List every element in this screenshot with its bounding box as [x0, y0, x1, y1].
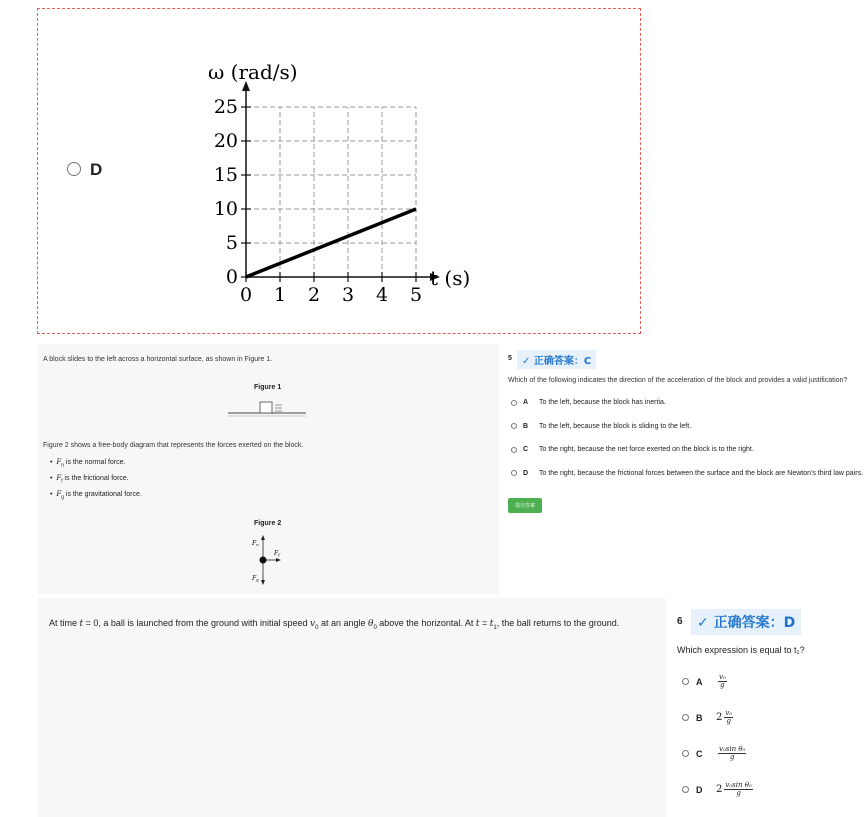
q6-question-panel: [666, 598, 868, 817]
radio-button[interactable]: [511, 447, 517, 453]
q6-stimulus-panel: [38, 598, 666, 817]
option-letter: B: [696, 712, 703, 723]
option-d-card[interactable]: [37, 8, 641, 334]
y-tick-label: 5: [225, 232, 238, 254]
q5-intro: A block slides to the left across a horizontal surface, as shown in Figure 1.: [43, 356, 273, 363]
option-text: To the left, because the block has inertia.: [539, 399, 666, 406]
option-letter: C: [696, 748, 703, 759]
y-tick-label: 25: [213, 96, 238, 118]
option-fraction: $\frac{\text{v₀}}{g}$: [719, 673, 726, 689]
radio-button[interactable]: [511, 470, 517, 476]
force-bullet-item: • $F_f$ is the frictional force.: [50, 474, 129, 485]
y-tick-label: 0: [225, 266, 238, 288]
radio-button[interactable]: [511, 400, 517, 406]
option-coefficient: 2: [716, 712, 723, 723]
option-letter: B: [523, 422, 529, 430]
x-tick-label: 5: [409, 284, 423, 306]
radio-button[interactable]: [682, 714, 689, 721]
y-tick-label: 20: [213, 130, 238, 152]
y-tick-label: 10: [213, 198, 238, 220]
option-d-radio[interactable]: [67, 162, 81, 176]
q5-question: Which of the following indicates the direction of the acceleration of the block and provides a valid justification?: [508, 377, 848, 384]
q5-question-panel: [500, 344, 868, 594]
x-tick-label: 2: [307, 284, 321, 306]
svg-text:Fg: Fg: [252, 575, 259, 582]
y-axis-label: ω (rad/s): [208, 60, 298, 84]
q6-option-a[interactable]: [682, 674, 727, 689]
option-fraction: $\frac{\text{v₀sin θ₀}}{g}$: [719, 745, 746, 761]
x-axis-label: t (s): [430, 266, 471, 290]
radio-button[interactable]: [511, 423, 517, 429]
q5-number: 5: [508, 355, 512, 362]
q5-option-a[interactable]: [511, 399, 666, 406]
x-tick-label: 0: [239, 284, 253, 306]
q5-option-d[interactable]: [511, 470, 863, 477]
option-d-letter: D: [90, 160, 103, 179]
option-fraction: $\frac{\text{v₀}}{g}$: [725, 709, 733, 725]
svg-text:Fn: Fn: [252, 540, 259, 547]
figure1-label: Figure 1: [254, 384, 282, 391]
figure2-free-body-diagram: [248, 532, 288, 588]
q5-option-c[interactable]: [511, 446, 754, 453]
chart-ticks: [214, 96, 422, 306]
chart-axes: [242, 81, 440, 281]
q6-option-c[interactable]: [682, 746, 746, 761]
option-letter: C: [523, 446, 529, 453]
option-coefficient: 2: [716, 784, 723, 795]
figure1-block-diagram: [226, 399, 308, 419]
q6-answer-badge: ✓ 正确答案：D: [691, 609, 801, 635]
figure2-intro: Figure 2 shows a free-body diagram that represents the forces exerted on the block.: [43, 442, 304, 449]
radio-button[interactable]: [682, 678, 689, 685]
force-bullet-item: • $F_g$ is the gravitational force.: [50, 490, 142, 501]
option-text: To the right, because the frictional forces between the surface and the block are Newton’s third law pairs.: [539, 469, 863, 477]
q5-submit-button[interactable]: 提交答案: [508, 498, 542, 513]
option-letter: A: [696, 676, 703, 687]
option-letter: D: [696, 784, 703, 795]
x-tick-label: 1: [273, 284, 287, 306]
radio-button[interactable]: [682, 750, 689, 757]
y-tick-label: 15: [213, 164, 238, 186]
q6-stem: At time t = 0, a ball is launched from the ground with initial speed $v_0$ at an angle $\theta_0$ above the horizontal. At $t = t_1$, the ball returns to the ground.: [49, 618, 620, 631]
x-tick-label: 4: [375, 284, 389, 306]
q6-option-d[interactable]: [682, 782, 753, 797]
q5-stimulus-panel: [38, 344, 499, 594]
option-text: To the left, because the block is sliding to the left.: [539, 422, 692, 430]
q6-question: Which expression is equal to t₁?: [677, 645, 805, 655]
chart-grid: [246, 107, 416, 277]
force-bullet-item: • $F_n$ is the normal force.: [50, 458, 126, 469]
q5-option-b[interactable]: [511, 423, 691, 430]
svg-text:Ff: Ff: [274, 550, 280, 557]
figure2-label: Figure 2: [254, 520, 282, 527]
option-fraction: $\frac{\text{v₀sin θ₀}}{g}$: [725, 781, 752, 797]
option-letter: A: [523, 399, 529, 406]
q5-answer-badge: ✓ 正确答案：C: [517, 350, 596, 369]
x-tick-label: 3: [341, 284, 355, 306]
radio-button[interactable]: [682, 786, 689, 793]
option-letter: D: [523, 469, 529, 477]
q6-option-b[interactable]: [682, 710, 733, 725]
q6-number: 6: [677, 616, 683, 627]
omega-time-chart: [158, 49, 488, 319]
option-text: To the right, because the net force exerted on the block is to the right.: [539, 446, 754, 453]
